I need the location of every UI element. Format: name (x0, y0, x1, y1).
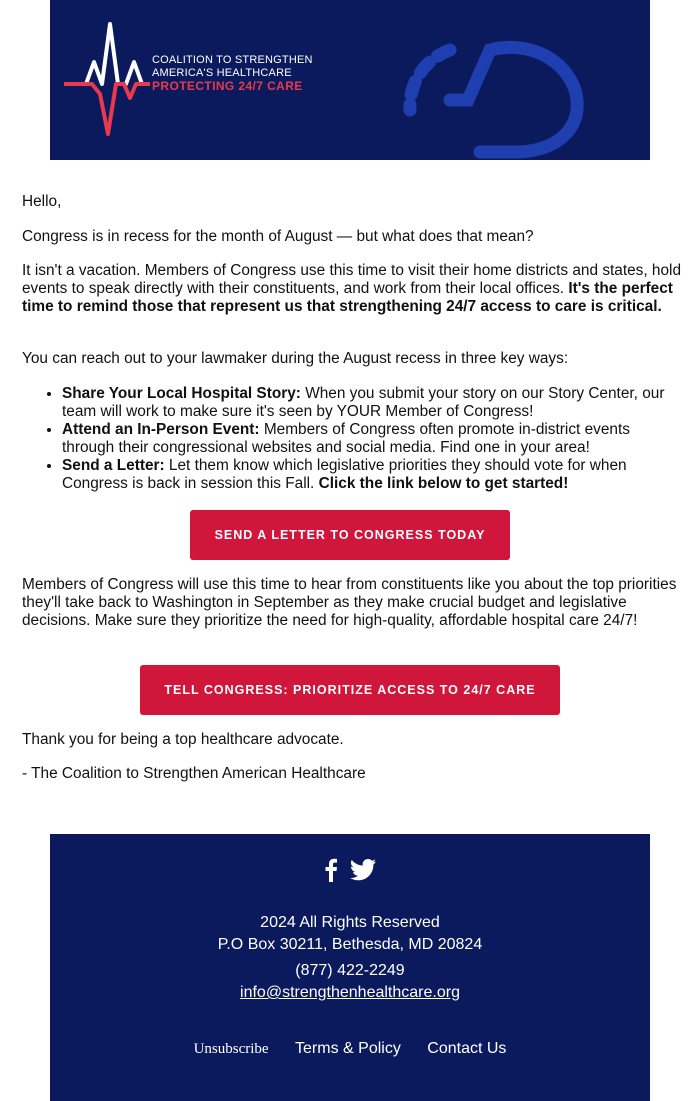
vacation-paragraph: It isn't a vacation. Members of Congress use this time to visit their home districts and states, hold events to speak directly with their constituents, and work from their local offices. It's the perfect time to remind those that represent us that strengthening 24/7 access to care is critical. (22, 262, 682, 315)
list-item: • Send a Letter: Let them know which legislative priorities they should vote for when Congress is back in session this Fall. Click the link below to get started! (62, 457, 682, 493)
social-links (50, 858, 650, 887)
clock-heart-watermark-icon (390, 30, 650, 160)
thanks-text: Thank you for being a top healthcare advocate. (22, 731, 344, 748)
address-text: P.O Box 30211, Bethesda, MD 20824 (217, 936, 483, 953)
list-item: • Share Your Local Hospital Story: When you submit your story on our Story Center, our team will work to make sure it's seen by YOUR Member of Congress! (62, 385, 682, 421)
coalition-name: COALITION TO STRENGTHEN AMERICA'S HEALTHCARE PROTECTING 24/7 CARE (152, 54, 313, 93)
unsubscribe-link[interactable]: Unsubscribe (193, 1041, 269, 1057)
send-letter-button[interactable]: SEND A LETTER TO CONGRESS TODAY (190, 510, 510, 560)
email-row (50, 982, 650, 1004)
facebook-icon[interactable] (324, 858, 338, 887)
reach-paragraph: You can reach out to your lawmaker during the August recess in three key ways: (22, 350, 569, 367)
terms-policy-link[interactable]: Terms & Policy (295, 1040, 401, 1057)
footer (50, 834, 650, 1101)
prioritize-access-button[interactable]: TELL CONGRESS: PRIORITIZE ACCESS TO 24/7 CARE (140, 665, 560, 715)
contact-us-link[interactable]: Contact Us (427, 1040, 507, 1057)
signature: - The Coalition to Strengthen American Healthcare (22, 765, 366, 782)
rights-text: 2024 All Rights Reserved (260, 914, 440, 931)
header-banner (50, 0, 650, 160)
greeting: Hello, (22, 193, 62, 210)
list-item: • Attend an In-Person Event: Members of Congress often promote in-district events through their congressional websites and social media. Find one in your area! (62, 421, 682, 457)
members-paragraph: Members of Congress will use this time to hear from constituents like you about the top priorities they'll take back to Washington in September as they make crucial budget and legislative decisions. Make sure they prioritize the need for high-quality, affordable hospital care 24/7! (22, 576, 677, 629)
heartbeat-logo-icon (64, 18, 154, 140)
twitter-icon[interactable] (350, 859, 376, 886)
ways-list (22, 385, 682, 493)
phone-text: (877) 422-2249 (295, 962, 405, 979)
recess-paragraph: Congress is in recess for the month of August — but what does that mean? (22, 228, 534, 245)
email-link[interactable]: info@strengthenhealthcare.org (240, 984, 460, 1001)
footer-links (50, 1040, 650, 1058)
